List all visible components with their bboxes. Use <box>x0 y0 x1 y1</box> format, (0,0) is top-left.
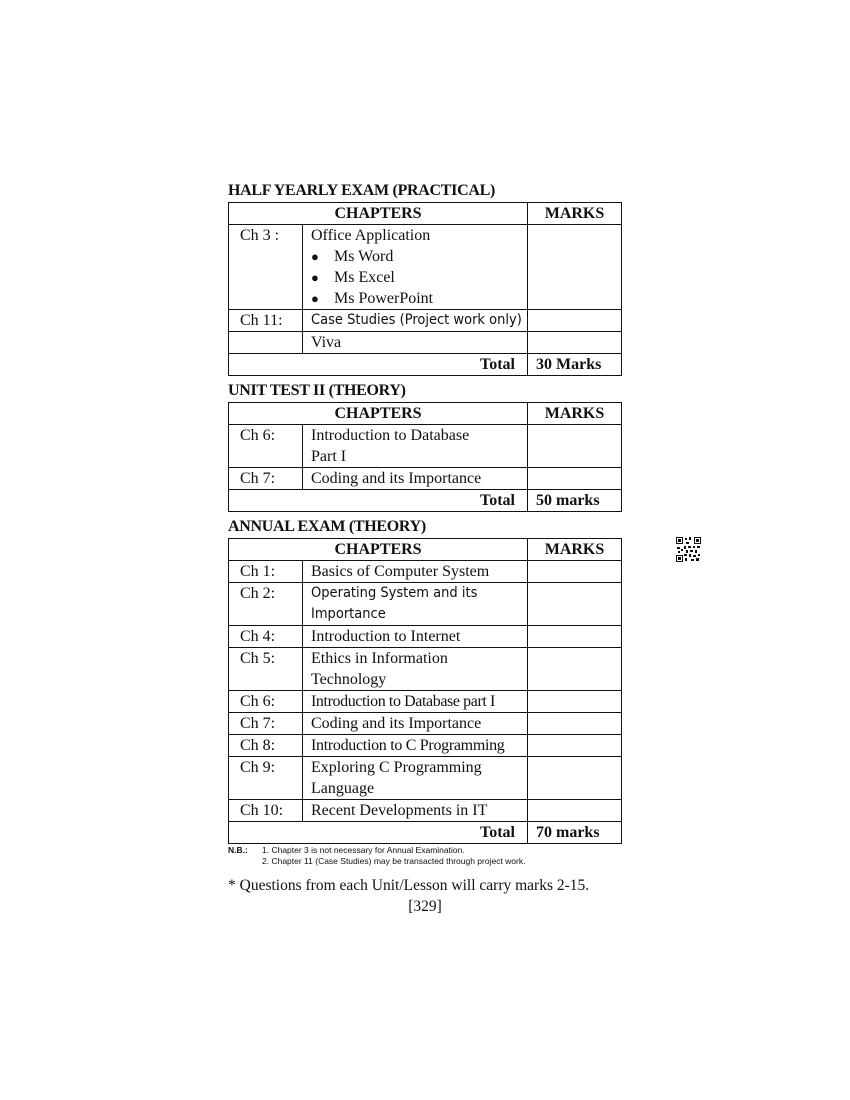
chapter-topic: Basics of Computer System <box>303 561 528 583</box>
bullet-list <box>311 246 527 309</box>
table-row <box>229 225 622 310</box>
qr-code-icon <box>676 537 701 562</box>
table-row <box>229 648 622 691</box>
marks-cell <box>528 735 622 757</box>
chapter-topic: Operating System and its Importance <box>303 583 528 626</box>
bullet-item: ● Ms Excel <box>311 267 527 288</box>
chapter-number: Ch 6: <box>229 691 303 713</box>
topic-line: Technology <box>311 671 387 688</box>
page-number: [329] <box>408 898 442 915</box>
table-row <box>229 583 622 626</box>
syllabus-content <box>228 180 622 917</box>
chapter-topic: Introduction to Internet <box>303 626 528 648</box>
nb-label: N.B.: <box>228 845 248 855</box>
table-row <box>229 735 622 757</box>
marks-cell <box>528 225 622 310</box>
chapter-topic: Viva <box>303 332 528 354</box>
marks-cell <box>528 691 622 713</box>
marks-cell <box>528 648 622 691</box>
marks-cell <box>528 757 622 800</box>
unit-test-table <box>228 402 622 512</box>
marks-cell <box>528 332 622 354</box>
table-row <box>229 713 622 735</box>
chapter-topic: Coding and its Importance <box>303 468 528 490</box>
marks-cell <box>528 583 622 626</box>
marks-cell <box>528 713 622 735</box>
marks-cell <box>528 800 622 822</box>
bullet-item: ● Ms PowerPoint <box>311 288 527 309</box>
table-row <box>229 691 622 713</box>
table-header-row <box>229 539 622 561</box>
chapter-number: Ch 10: <box>229 800 303 822</box>
table-header-row <box>229 203 622 225</box>
total-label: Total <box>229 490 528 512</box>
bullet-item: ● Ms Word <box>311 246 527 267</box>
nb-line: 1. Chapter 3 is not necessary for Annual Examination. <box>262 845 465 855</box>
chapter-number: Ch 6: <box>229 425 303 468</box>
half-yearly-table <box>228 202 622 376</box>
chapter-number: Ch 5: <box>229 648 303 691</box>
chapter-topic <box>303 425 528 468</box>
topic-text: Office Application <box>311 227 431 244</box>
chapter-number: Ch 8: <box>229 735 303 757</box>
chapters-header: CHAPTERS <box>229 403 528 425</box>
chapter-topic: Coding and its Importance <box>303 713 528 735</box>
chapter-topic <box>303 757 528 800</box>
table-row <box>229 468 622 490</box>
table-row <box>229 310 622 332</box>
total-marks: 50 marks <box>528 490 622 512</box>
chapter-number: Ch 4: <box>229 626 303 648</box>
footnote: * Questions from each Unit/Lesson will carry marks 2-15. <box>228 877 590 894</box>
chapters-header: CHAPTERS <box>229 203 528 225</box>
chapter-number: Ch 9: <box>229 757 303 800</box>
chapter-topic: Recent Developments in IT <box>303 800 528 822</box>
total-marks: 30 Marks <box>528 354 622 376</box>
marks-cell <box>528 561 622 583</box>
chapter-topic: Introduction to Database part I <box>303 691 528 713</box>
half-yearly-title: HALF YEARLY EXAM (PRACTICAL) <box>228 182 496 199</box>
total-row <box>229 490 622 512</box>
table-row <box>229 561 622 583</box>
marks-header: MARKS <box>528 403 622 425</box>
table-header-row <box>229 403 622 425</box>
table-row <box>229 757 622 800</box>
table-row <box>229 626 622 648</box>
topic-line: Ethics in Information <box>311 650 448 667</box>
marks-cell <box>528 425 622 468</box>
nb-line: 2. Chapter 11 (Case Studies) may be transacted through project work. <box>262 856 526 866</box>
unit-test-title: UNIT TEST II (THEORY) <box>228 382 406 399</box>
chapter-topic: Case Studies (Project work only) <box>303 310 528 332</box>
total-row <box>229 822 622 844</box>
topic-line: Exploring C Programming <box>311 759 482 776</box>
chapter-topic: Introduction to C Programming <box>303 735 528 757</box>
table-row <box>229 332 622 354</box>
marks-cell <box>528 468 622 490</box>
chapter-number: Ch 1: <box>229 561 303 583</box>
topic-line: Introduction to Database <box>311 427 470 444</box>
total-label: Total <box>229 822 528 844</box>
topic-line: Part I <box>311 448 347 465</box>
topic-line: Language <box>311 780 375 797</box>
marks-cell <box>528 310 622 332</box>
chapters-header: CHAPTERS <box>229 539 528 561</box>
chapter-topic <box>303 225 528 310</box>
chapter-number <box>229 332 303 354</box>
annual-table <box>228 538 622 844</box>
marks-header: MARKS <box>528 203 622 225</box>
table-row <box>229 800 622 822</box>
chapter-number: Ch 2: <box>229 583 303 626</box>
marks-header: MARKS <box>528 539 622 561</box>
chapter-number: Ch 7: <box>229 713 303 735</box>
chapter-topic <box>303 648 528 691</box>
total-marks: 70 marks <box>528 822 622 844</box>
nb-notes <box>228 845 622 867</box>
chapter-number: Ch 7: <box>229 468 303 490</box>
total-label: Total <box>229 354 528 376</box>
annual-title: ANNUAL EXAM (THEORY) <box>228 518 426 535</box>
chapter-number: Ch 11: <box>229 310 303 332</box>
total-row <box>229 354 622 376</box>
table-row <box>229 425 622 468</box>
marks-cell <box>528 626 622 648</box>
chapter-number: Ch 3 : <box>229 225 303 310</box>
